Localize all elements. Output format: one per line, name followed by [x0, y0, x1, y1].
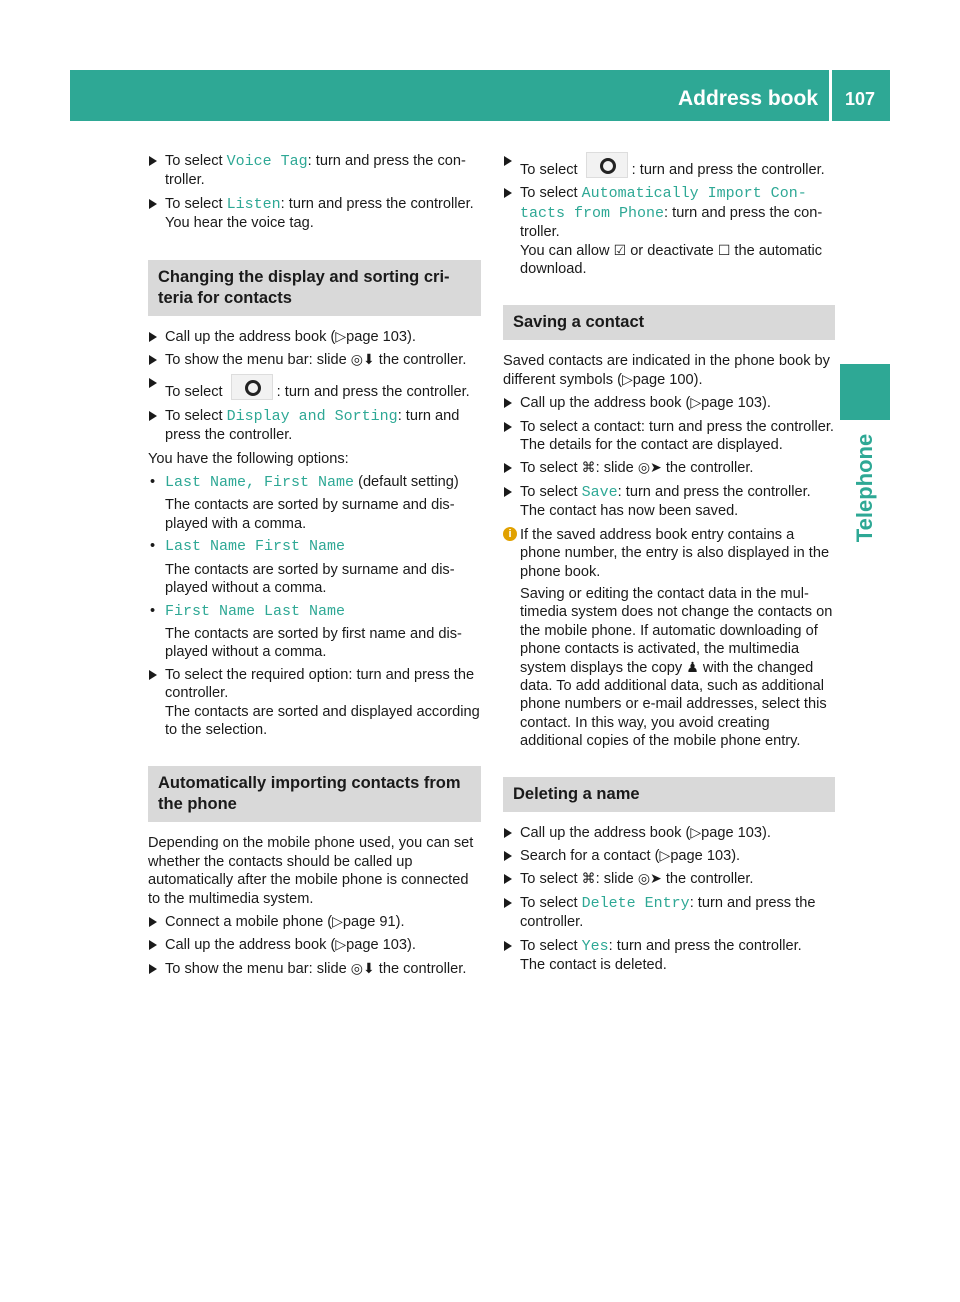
side-tab-label — [840, 428, 890, 548]
step: Search for a contact (▷page 103). — [503, 847, 835, 865]
side-tab-marker — [840, 364, 890, 420]
arrow-icon: ▷ — [621, 371, 633, 388]
step-result: The contacts are sorted and displayed according to the selection. — [165, 703, 480, 738]
page-link[interactable]: page 103 — [701, 395, 763, 412]
header-bar — [70, 70, 890, 121]
paragraph: You have the following options: — [148, 450, 349, 467]
arrow-icon: ▷ — [690, 824, 702, 841]
checkbox-unchecked-icon: ☐ — [717, 242, 731, 259]
menu-item-code: Yes — [581, 937, 609, 955]
option-description: The contacts are sorted by surname and displayed without a comma. — [165, 561, 455, 597]
step: Call up the address book (▷page 103). — [503, 824, 835, 842]
arrow-icon: ▷ — [335, 937, 347, 954]
section-heading: Automatically importing contacts from the phone — [148, 766, 481, 822]
page-link[interactable]: page 103 — [670, 847, 732, 864]
list-item — [148, 602, 481, 621]
info-icon: i — [503, 527, 517, 541]
page-number: 107 — [845, 89, 876, 109]
step: Call up the address book (▷page 103). — [148, 328, 481, 346]
arrow-icon: ▷ — [659, 847, 671, 864]
info-note: i If the saved address book entry contains a phone number, the entry is also displayed in the phone book. — [503, 526, 835, 581]
paragraph: Saved contacts are indicated in the phone book by different symbols (▷page 100). — [503, 353, 830, 388]
settings-symbol-icon — [586, 152, 628, 178]
page-link[interactable]: page 91 — [342, 913, 396, 930]
contact-menu-icon: ⌘ — [581, 460, 596, 477]
section-heading: Saving a contact — [503, 305, 835, 340]
step: To select Listen: turn and press the controller. You hear the voice tag. — [148, 195, 481, 233]
step: Call up the address book (▷page 103). — [503, 394, 835, 412]
menu-item-code: Voice Tag — [226, 153, 308, 170]
page-link[interactable]: page 103 — [701, 824, 763, 841]
step-result: The details for the contact are displayed. — [520, 437, 783, 454]
arrow-icon: ▷ — [335, 328, 347, 345]
step: To select Save: turn and press the controller. The contact has now been saved. — [503, 483, 835, 521]
controller-slide-down-icon: ◎⬇ — [350, 352, 375, 369]
page-link[interactable]: page 103 — [346, 937, 408, 954]
menu-item-code: Display and Sorting — [226, 407, 398, 425]
person-copy-icon: ♟ — [686, 659, 699, 676]
step: To select Voice Tag: turn and press the controller. — [148, 152, 481, 190]
arrow-icon: ▷ — [690, 395, 702, 412]
option-code: Last Name, First Name — [165, 474, 355, 492]
controller-slide-right-icon: ◎➤ — [637, 871, 662, 888]
step-result: The contact is deleted. — [520, 957, 667, 973]
menu-item-code: Save — [581, 483, 618, 501]
menu-item-code: Automatically Import Contacts from Phone — [520, 185, 807, 222]
option-code: First Name Last Name — [165, 602, 346, 620]
step: To select : turn and press the controller. — [148, 374, 481, 401]
step: To select Yes: turn and press the controller. The contact is deleted. — [503, 937, 835, 975]
step: To show the menu bar: slide ◎⬇ the controller. — [148, 351, 481, 369]
page-link[interactable]: page 103 — [346, 328, 408, 345]
chapter-title: Address book — [677, 87, 818, 110]
info-note-continued: Saving or editing the contact data in the multimedia system does not change the contacts on the mobile phone. If automatic downloading of phone contacts is activated, the multimedia system displays the copy ♟ with the changed data. To add additional data, such as additional phone numbers or e-mail addresses, select this contact. In this way, you avoid creating additional copies of the mobile phone entry. — [520, 585, 833, 750]
step: To select Automatically Import Contacts from Phone: turn and press the controller. You can allow ☑ or deactivate ☐ the automatic download. — [503, 184, 835, 278]
header-divider — [829, 70, 832, 121]
step: To select Delete Entry: turn and press the controller. — [503, 894, 835, 932]
option-description: The contacts are sorted by surname and displayed with a comma. — [165, 497, 455, 532]
settings-symbol-icon — [231, 374, 273, 400]
arrow-icon: ▷ — [332, 913, 343, 930]
checkbox-checked-icon: ☑ — [613, 242, 627, 259]
step-result: You hear the voice tag. — [165, 215, 314, 232]
page-link[interactable]: page 100 — [632, 371, 694, 388]
section-heading: Deleting a name — [503, 777, 835, 812]
section-heading: Changing the display and sorting criteria for contacts — [148, 260, 481, 316]
menu-item-code: Listen — [226, 195, 281, 213]
menu-item-code: Delete Entry — [581, 894, 690, 912]
step: To select : turn and press the controller. — [503, 152, 835, 179]
paragraph: Depending on the mobile phone used, you can set whether the contacts should be called up automatically after the mobile phone is connected to the multimedia system. — [148, 835, 474, 907]
step: To select a contact: turn and press the controller. The details for the contact are displayed. — [503, 418, 835, 455]
list-item — [148, 537, 481, 556]
step: To select Display and Sorting: turn and press the controller. — [148, 407, 481, 445]
side-tab-text: Telephone — [852, 433, 877, 543]
controller-slide-right-icon: ◎➤ — [637, 460, 662, 477]
step-result: The contact has now been saved. — [520, 503, 739, 520]
step: To show the menu bar: slide ◎⬇ the controller. — [148, 960, 481, 978]
step: Connect a mobile phone (▷page 91). — [148, 913, 481, 931]
option-code: Last Name First Name — [165, 538, 346, 556]
left-column — [148, 152, 481, 983]
option-description: The contacts are sorted by first name and displayed without a comma. — [165, 625, 462, 661]
step: Call up the address book (▷page 103). — [148, 936, 481, 954]
list-item: • Last Name, First Name (default setting) — [148, 473, 481, 492]
step: To select ⌘: slide ◎➤ the controller. — [503, 870, 835, 888]
contact-menu-icon: ⌘ — [581, 871, 596, 888]
right-column — [503, 152, 835, 979]
controller-slide-down-icon: ◎⬇ — [350, 960, 375, 977]
step: To select ⌘: slide ◎➤ the controller. — [503, 459, 835, 477]
step: To select the required option: turn and press the controller. The contacts are sorted and displayed according to the selection. — [148, 666, 481, 740]
